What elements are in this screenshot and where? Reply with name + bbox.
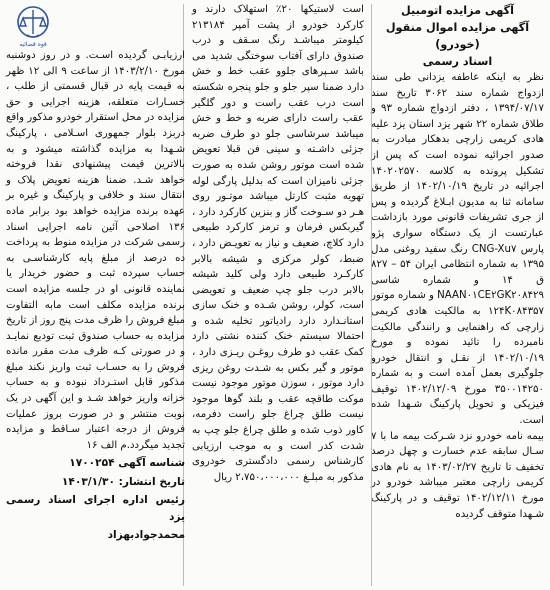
column-divider (371, 4, 372, 586)
auction-notice-column-2 (192, 2, 364, 485)
vehicle-condition-text: است لاستیکها ۲۰٪ استهلاک دارند و کارکرد خودرو از پشت آمپر ۲۱۳۱۸۴ کیلومتر میباشـد رنگ سـقف و درب صندوق دارای آفتاب سوختگی شدید می باشد سـپرهای جلوو عقب خط و خش دارد ضمنا سپر جلو و جلو پنجره شکسته است درب عقب راست و دور گلگیر عقب راست دارای ضربه و خط و خش میباشد سرشاسی جلو دو طرف ضربه جزئی داشـته و سینی فن قبلا تعویض شده است موتور روشن شده به صورت جزئی نامیزان است که بدلیل پارگی لوله تهویه مثبت کارتل میباشد موتـور روی هـر دو سـوخت گاز و بنزین کارکرد دارد ، گیربکس فرمان و ترمز کارکرد طبیعی دارد کلاچ، ضعیف و نیاز به تعویـض دارد ، ضبط، کولر مرکزی و شیشه بالابر کارکـرد طبیعی دارد ولی کلید شیشه بالابر درب جلو چپ ضعیف و تعویضی است، کولر، روشن شـده و خنک سازی استانـدارد دارد رادیاتور تخلیه شده و احتمالا سیستم خنک کننده نشتی دارد کمک عقب دو طرف روغـن ریـزی دارد ، موتور و گیر بکس به شـدت روغن ریزی دارد موتور ، سوزن موتور موجود نیست موکت طاقچه عقب و بلند گوها موجود نیست طلق چراغ جلو راست دفرمه، کاور ذوب شده و طلق چراغ جلو چپ به شدت کدر است و به موجب ارزیابی کارشناس رسمی دادگستری خودروی مذکور به مبلـغ ۲،۷۵۰،۰۰۰،۰۰۰ ریال (192, 4, 364, 483)
auction-notice-column-3 (6, 2, 185, 544)
logo-caption: قوه قضائیه (19, 41, 47, 48)
notice-title-official-documents: اسناد رسمی (422, 55, 493, 68)
judiciary-logo (6, 2, 185, 48)
auction-notice-column-1 (371, 2, 544, 522)
judiciary-emblem-icon (10, 2, 56, 48)
publish-date: تاریخ انتشار: ۱۴۰۳/۱/۳۰ (61, 475, 185, 488)
issuing-office: رئیس اداره اجرای اسناد رسمی یزد (6, 494, 185, 523)
notice-body-paragraph-2: بیمه نامه خودرو نزد شـرکت بیمه ما با ۷ سـال سابقه عدم خسارت و چهل درصد تخفیف تا تاریخ ۱۴۰۳/۰۲/۲۷ به نام هادی کریمی زارچی معتبر میباشد خودرو در مورخ ۱۴۰۲/۱۲/۱۱ توقیف و در پارکینگ شـهدا متوقف گردیده (371, 430, 544, 520)
notice-id: شناسه آگهی ۱۷۰۰۲۵۴ (69, 457, 185, 470)
notice-title-vehicle-auction: آگهی مزایده اتومبیل (401, 4, 514, 17)
notice-title-movable-property: آگهی مزایده اموال منقول (خودرو) (385, 21, 530, 51)
signatory-name: محمدجوادبهزاد (107, 529, 185, 542)
auction-terms-text: ارزیابـی گردیده اسـت. و در روز دوشنبه مورخ ۱۴۰۳/۲/۱۰ از ساعت ۹ الی ۱۲ ظهر به قیمت پایه در قبال قسمتی از طلب ، خسـارات متعلقه، هزینه اجرایی و حق مزایده در محل استقرار خودرو مذکور واقع دربزد بلوار جمهوری اسـلامی ، پارکینگ شـهدا به مزایده گذاشته میشود و به بالاترین قیمت پیشنهادی نقدا فروخته خواهد شـد. ضمنا هزینه تعویض پلاک و انتقال سند و خلافی و پارکینگ و غیره بر عهده برنده مزایده خواهد بود برابر ماده ۱۳۶ اصلاحی آئین نامه اجرایی اسناد رسمی شرکت در مزایده منوط به پرداخت ده درصد از مبلغ پایه کارشناسـی به حساب سپرده ثبت و حضور خریدار یا نماینده قانونی او در جلسه مزایده است برنده مزایده مکلف است مابه التفاوت مبلغ فروش را ظرف مدت پنج روز از تاریخ مزایده به حساب صندوق ثبت تودیع نمایـد و در صورتی کـه ظرف مدت مقرر مانده فروش را به حسـاب ثبت واریز نکند مبلغ مذکور قابل استـرداد نبوده و به حساب خزانه واریز خواهد شـد و این آگهی در یک نوبت منتشر و در صورت بروز عملیات فروش از درجه اعتبار سـاقط و مزایده تجدید میگردد.م الف ۱۶ (6, 50, 185, 451)
notice-body-paragraph-1: نظر به اینکه عاطفه یزدانی طی سند ازدواج شماره سند ۳۰۶۲ تاریخ سند ۱۳۹۴/۰۷/۱۷ ، دفتر ازدواج شماره ۹۳ و طلاق شماره ۲۲ شهر یزد استان یزد علیه هادی کریمی زارچی بدهکار مبادرت به صدور اجرائیه نموده است که پس از تشکیل پرونده به کلاسه ۱۴۰۲۰۲۵۷۰ اجرائیه در تاریخ ۱۴۰۲/۱۰/۱۹ از طریق سامانه ثنا به مدیون ابـلاغ گردیده و پس از جری تشریفات قانونی مورد بازداشت عبارتست از یک دستگاه سواری پژو پارس CNG-Xu۷ رنگ سفید روغنی مدل ۱۳۹۵ به شماره انتظامی ایران ۵۴ – ۸۲۷ ق ۱۴ و شماره شاسی NAAN۰۱CE۲GK۲۰۸۴۲۹ و شماره موتور ۱۲۴K۰۸۴۳۵۷ به مالکیت هادی کریمی زارچی که راهنمایی و رانندگی مالکیت نامبرده را تائید نموده و مورخ ۱۴۰۲/۱۰/۱۹ از نقـل و انتقال خودرو جلوگیری بعمل آمده است و به شماره ۳۵۰۰۱۴۲۵۰ مورخ ۱۴۰۲/۱۲/۰۹ توقیف فیزیکی و تحویل پارکینگ شـهدا شده است. (370, 72, 544, 427)
